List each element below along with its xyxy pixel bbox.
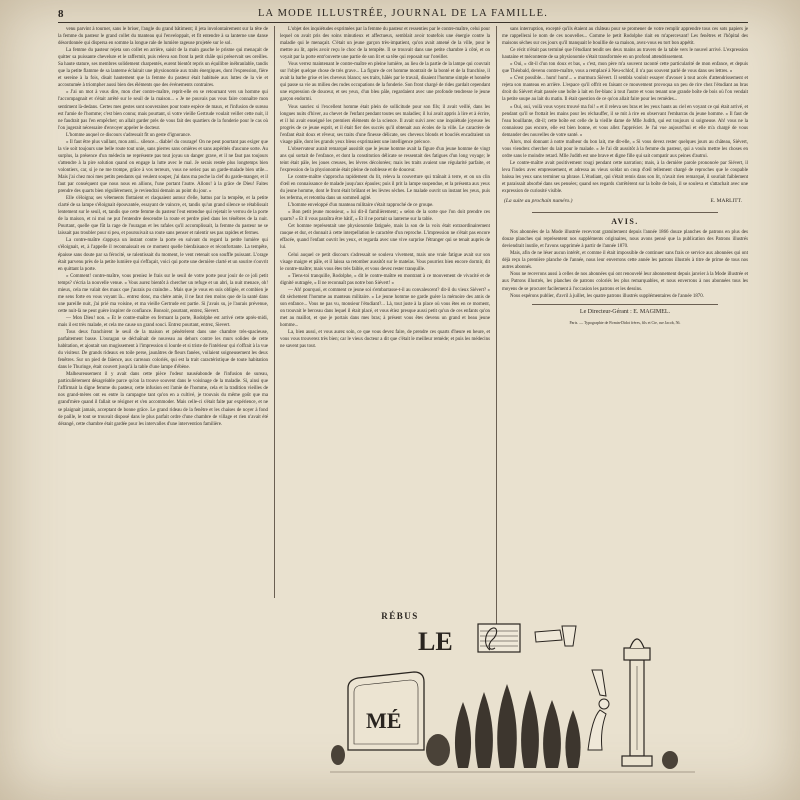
arm-holding-glass — [535, 626, 576, 646]
paragraph: Le contre-maître avait positivement rougi pendant cette narration; mais, à la dernière parole prononcée par Siévert, il leva l'index avec empressement, et adressa au vieux soldat un coup d'œil tellement chargé de reproches que le coupable baissa les yeux sans terminer sa phrase. L'étudiant, qui s'était remis dans son lit, n'avait rien remarqué, il souriait faiblement et paraissait absorbé dans ses pensées; quand ses regards s'arrêtèrent sur la boîte de bois, il se souleva et s'attachait avec une expression de curiosité visible. — [502, 160, 748, 195]
section-separator — [532, 212, 718, 213]
paragraph: — Mon Dieu! non. » Et le contre-maître en fermant la porte, Rodolphe est arrivé cette après-midi, mais il est très malade, et cela me cause un grand souci. Entrez pourtant, entrez, Sievert. — [58, 315, 268, 328]
paragraph: Tous deux franchirent le seuil de la maison et pénétrèrent dans une chambre très-spacieuse, parfaitement basse. L'ouragan se déchaînait de nouveau au dehors contre les murs solides de cette habitation, et ajoutait son mugissement à l'impression si lourde et si triste de l'intérieur qui s'offrait à la vue du visiteur. De grands rideaux en toile perse, jaunâtres de fleurs fanées, voilaient soigneusement les deux fenêtres. Sur un pied de faïence, aux carreaux coloriés, qui est la trait caractéristique de toute habitation dans le Thuringe, était couvert jusqu'à la table d'une lampe d'ébène. — [58, 330, 268, 371]
paragraph: L'objet des inquiétudes exprimées par la femme du pasteur et ressenties par le contre-maître, celui pour lequel on avait pris des soins minutieux et affectueux, semblait avoir toutefois une énergie contre la maladie qui le menaçait. C'était un jeune garçon très-impatient, qu'on avait amené de la ville, pour le mettre au lit, après avoir reçu le choc de la tempête. Il se trouvait dans une petite chambre à côté, et on voyait par la porte entr'ouverte une partie de son lit et sa tête qui reposait sur l'oreiller. — [280, 27, 490, 61]
paragraph: Nous ne recevrons aussi à celles de nos abonnées qui ont renouvelé leur abonnement depuis janvier à la Mode illustrée et aux Patrons illustrés, les planches de patrons coloriés les plus remarquables, et nous enverrons à nos abonnées tous les moyens de se procurer facilement à l'occasion les patrons et les dessins. — [502, 272, 748, 292]
section-separator-2 — [532, 304, 718, 305]
paragraph: Nous espérons publier, d'avril à juillet, les quatre patrons illustrés supplémentaires de l'année 1870. — [510, 293, 704, 299]
column-divider-2 — [496, 26, 497, 626]
paragraph: Le contre-maître s'approcha rapidement du lit, releva la couverture qui traînait à terre, et on un clin d'œil en connaissance de malade jusqu'aux épaules; puis il prit la lampe suspendue, et la présenta aux yeux du jeune homme, dont le front était brûlant et les lèvres sèches. Le malade ouvrit un instant les yeux, puis les referma, et retomba dans un sommeil agité. — [280, 174, 490, 202]
paragraph: « C'est possible... hum! hum!... » murmura Siévert. Il sembla vouloir essayer d'avouer à tout accès d'attendrissement et rejeta son manteau en arrière. L'espace qu'il offrit en faisant ce mouvement provoqua un peu de rire chez l'étudiant au bras droit du Siévert était passée une boîte à lait en fer-blanc à tout l'autre et vous tenant une grande boîte de bois où l'on vendait la petite soupe au lait du matin. Il était question de ce qu'on allait faire pour les remèdes... — [502, 76, 748, 103]
signature-line — [502, 198, 748, 208]
candlestick-pillar — [622, 639, 652, 766]
paragraph: Nos abonnées de la Mode illustrée recevront gratuitement depuis l'année 1866 douze planches de patrons en plus des douze planches qui représentent nos suppléments originaires, nous avons pensé que la publication des Patrons illustrés deviendrait inutile, et l'avons supprimée à partir de l'année 1870. — [502, 230, 748, 250]
text-column-1 — [58, 26, 268, 601]
paragraph: L'homme enveloppé d'un manteau militaire s'était rapproché de ce groupe. — [288, 203, 434, 209]
director-line: Le Directeur-Gérant : E. MAGIMEL. — [579, 308, 671, 315]
paragraph: « Tiens-toi tranquille, Rodolphe, » dit le contre-maître en montrant à ce mouvement de vivacité et de dignité outragée, « Il ne reconnaît pas notre bon Siévert! » — [280, 273, 490, 286]
story-continuation — [502, 26, 748, 195]
notice-title: AVIS. — [611, 217, 639, 227]
paragraph: Celui auquel ce petit discours s'adressait se souleva vivement, mais une vraie fatigue avait sur son visage maigre et pâle, et il laissa sa retomber aussitôt sur le matelas. Vous pourriez bien encore dormir, dit le contre-maître; mais vous êtes très faible, et vous devez rester tranquille. — [280, 252, 490, 272]
paragraph: « J'ai un mot à vous dire, mon cher contre-maître, reprit-elle en se retournant vers un homme qui l'accompagnait et s'était arrêté sur le seuil de la maison... » Je ne pouvais pas vous faire connaître mon sentiment là-dedans. Certes mes gestes sont souveraines pour toute espèce de maux, et l'infusion de sureau est l'amie de l'homme; c'est bien connu; mais pourtant, si votre vieille Gertrude voulait veiller cette nuit, il ne faudrait pas l'en empêcher; on allait garder près de vous fait des quartiers de la fonderie pour le cas où l'on jugerait nécessaire d'envoyer appeler le docteur. — [58, 90, 268, 131]
notice-body — [502, 229, 748, 299]
paragraph: L'observateur aurait remarqué aussitôt que le jeune homme avait la figure d'un jeune homme de vingt ans qui sortait de l'enfance, et dont la constitution délicate se ressentait des fatigues d'un long voyage; le teint était pâle, les joues creuses, les lèvres décolorées; mais les traits avaient une régularité parfaite, et l'expression de la physionomie était pleine de noblesse et de douceur. — [280, 146, 490, 173]
paragraph: Vous sauriez si l'excellent homme était plein de sollicitude pour son fils; il avait veillé, dans les longues nuits d'hiver, au chevet de l'enfant pendant toutes ses maladies; il lui avait appris à lire et à écrire, et il lui avait enseigné les premiers éléments de la science. Il avait suivi avec une inquiétude joyeuse les progrès de ce jeune esprit, et il était fier des succès qu'il obtenait aux écoles de la ville. Le caractère de l'enfant était doux et rêveur, ses traits d'une finesse délicate, ses cheveux blonds et bouclés encadraient un visage pâle, dont les grands yeux bleus exprimaient une intelligence précoce. — [280, 104, 490, 145]
paragraph: — Ah! pourquoi, et comment ce jeune soi s'embarrasse-t-il au convalescent? dit-il du vieux Siévert? » dit sèchement l'homme au manteau militaire. « Le jeune homme ne garde guère la mémoire des amis de son enfance... Vous ne pas vu, monsieur l'étudiant?... Là, tout juste à la place où vous êtes en ce moment, on trouvait le berceau dans lequel il était placé, et vous étiez presque aussi petit qu'un de ces enfants qu'on met au maillot, et que je portais dans mes bras; à présent vous êtes devenu un grand et beau jeune homme... — [280, 287, 490, 328]
shrub-right — [662, 751, 678, 769]
printer-line: Paris. — Typographie de Firmin-Didot frères, fils et Cie, rue Jacob, 56. — [569, 320, 681, 325]
paragraph: sans interruption, excepté qu'ils étaient au château pour se promener de votre remplir apprendre tous ces sots papiers je me rappellerai le nom de ces nouvelles... Comme le petit Rodolphe riait en m'apercevant! Les fenêtres et l'hôpital des maisons sèches sur ces jours qu'il manquait le bouillie de sa maison, avez-vous eu tort bon appétit. — [502, 27, 748, 47]
rebus-word-le: LE — [418, 627, 453, 656]
paragraph: Ce récit n'était pas terminé que l'étudiant tendit ses deux mains au travers de la table vers le nouvel arrivé. L'expression hautaine et mécontente de sa physionomie s'était transformée en un profond attendrissement. — [502, 48, 748, 61]
hand-with-pointing-figure — [588, 670, 609, 750]
tablet-text: MÉ — [366, 708, 402, 733]
page-header — [58, 8, 748, 22]
paragraph: Malheureusement il y avait dans cette pièce l'odeur nauséabonde de l'infusion de sureau, particulièrement désagréable parce qu'on la trouve souvent dans le voisinage de la maladie. Si, ainsi que l'affirmait la digne femme du pasteur, cette infusion est l'amie de l'homme, cela et la tradition vieilles de nos grand-mères ont eu entre la campagne tant qu'on en a cultivé, je trouvais du même goût que ma grand'mère quand il fallait se résigner et s'en accommoder. Mais celle-ci s'était faite par expérience, et ne se plaignait jamais, acceptant de bonne grâce. Le grand rideau de la fenêtre et les chaises de noyer à fond de paille, le tout se trouvait disposé dans le plus parfait ordre d'une chambre de village et rien n'avait été dérangé, cette chambre était gardée pour les intervalles d'une intervention familière. — [58, 372, 268, 427]
paragraph: « Oui, oui, voilà vous voyez trouvé ma foi! » et il releva ses bras et les yeux hauts au ciel en voyant ce qui était arrivé, et pendant qu'il se frottait les mains pour les réchauffer, il se mit à rire en observant l'embarras du jeune homme. « Il faut de l'eau bouillante, dit-il; cette boîte est celle de la vieille dame de Mlle Judith, qui est toujours si soigneuse. Ah! vous ne la connaissez pas encore, elle est bien bonne, et vous allez l'apprécier. Je l'ai vue aujourd'hui et elle m'a chargé de vous demander des nouvelles de votre santé. » — [502, 104, 748, 138]
rebus-illustration — [330, 600, 700, 795]
paragraph: « Oui, » dit-il d'un ton doux et bas, « c'est, mon père m'a souvent raconté cette particularité de mon enfance, et depuis que Théobald, devenu contre-maître, vous a remplacé à Neu-schlof, il n'a pas souvent parlé de vous dans ses lettres. » — [502, 62, 748, 75]
paragraph: Alors, moi donnant à notre malheur du bon lait, me dit-elle, « Si vous devez rester quelques jours au château, Siévert, vous viendrez chercher du lait pour le malade. » Je l'ai dit aussitôt à la femme du pasteur, qui a voulu mettre les choses en ordre sans le moindre retard. Mlle Judith est une brave et digne fille qui sait compatir aux peines d'autrui. — [502, 139, 748, 159]
journal-title: LA MODE ILLUSTRÉE, JOURNAL DE LA FAMILLE. — [257, 8, 549, 19]
paragraph: Elle s'éloigna; ses vêtements flottaient et claquaient autour d'elle, battus par la tempête, et la petite clarté de sa lampe s'éloignait épouvantée, essayant de vaincre, et, tandis qu'un grand silence se rétablissait lentement sur le seuil, et, tandis que cette femme du pasteur l'eut entendue qui rejetait le verrou de la porte de la maison, et ni moi ne put l'entendre descendre la route et perdre pied dans les ténèbres de la nuit. Pourtant, quelle que fût la rage de l'ouragan et les rafales qu'il accomplissait, la femme du pasteur ne se laissait pas troubler pour si peu, et poursuivait sa route sans penser et ralentir ses pas rapides et fermes. — [58, 196, 268, 237]
paragraph: Cet homme représentait une physionomie fatiguée, mais la son de la voix était extraordinairement rauque et dur, et donnait à cette interpellation le caractère d'un reproche. L'impression ne s'était pas encore effacée, quand l'enfant ouvrit les yeux, et regarda avec une vive surprise l'étranger qui se tenait auprès de lui. — [280, 224, 490, 251]
paragraph: La, bien aussi, et vous aurez soin, ce que vous devez faire, de prendre ces quarts d'heure en heure, et vous vous trouverez très bien; car le vieux docteur a dit que c'était le meilleur remède; et puis les médecins ne savent pas tout. — [280, 330, 490, 350]
paragraph: « Il faut être plus vaillant, mon ami... silence... diable! du courage! On ne peut pourtant pas exiger que la vie soit toujours une belle route tout unie, sans pierres sans ornières et sans aspérités d'aucune sorte. Au surplus, la présence d'un médecin ne représente pas tout joyau un danger grave, et il ne faut pas toujours s'attendre à la pire solution quand on engage la lutte avec le mal. Je serais restée plus longtemps bien volontiers, car, si je ne me trompe, grâce à vos terreurs, vous ne seriez pas un garde-malade bien utile... Mais j'ai chez moi mes petits pendants qui veulent souper, j'ai dans ma poche la clef du garde-manger, et il faut par conséquent que nous nous en allions, l'une portant l'autre. Allons! à la grâce de Dieu! Faites prendre des quarts bien régulièrement, je reviendrai demain au point du jour. » — [58, 139, 268, 195]
rebus-title: RÉBUS — [381, 611, 419, 621]
paragraph: Vous verrez maintenant le contre-maître en pleine lumière, au lieu de la partie de la lampe qui couvrait sur l'objet quelque chose de très grave... La figure de cet homme montrait de la bonté et de la franchise, il avait la barbe grise et les cheveux blancs; ses traits, hâlés par le travail, disaient l'homme simple et honnête qui passe sa vie au milieu des rudes occupations de la fonderie. Son front chargé de rides gardait cependant une expression de douceur, et ses yeux, d'un bleu pâle, regardaient avec une profonde tendresse le jeune garçon endormi. — [280, 62, 490, 103]
stone-tablet — [348, 672, 424, 750]
paragraph: L'homme auquel ce discours s'adressait fit un geste d'ignorance. — [66, 132, 192, 138]
text-column-3 — [502, 26, 748, 626]
paragraph: « Bon petit jeune monsieur, » lui dit-il familièrement; « selon de la sorte que l'on doit prendre ces quarts? » Et il vous paraîtra être hâtif, « Et il ne portait sa lanterne sur la table. — [280, 210, 490, 223]
paragraph: La contre-maître s'appuya un instant contre la porte en suivant du regard la petite lumière qui s'éloignait, et, à l'appelle il reconnaissait en ce moment quelle bienfaisance et réconfortante. La tempête, épaisse sans doute par sa férocité, se ralentissait du moment, le vent retenait son souffle puissant. L'orage était parvenu près de la petite lumière qui s'effaçait, voici qui porte une dernière clarté et un sourire s'ouvrit en quittant la porte. — [58, 238, 268, 272]
row-of-cypress-trees — [455, 684, 581, 768]
paragraph: Mais, afin de ne léser aucun intérêt, et comme il était impossible de continuer sans frais ce service aux abonnées qui ont déjà reçu la première planche de l'année, nous leur enverrons cette année les patrons illustrés à titre de prime de tous nos autres abonnés. — [502, 251, 748, 271]
to-be-continued-note: (La suite au prochain numéro.) — [504, 198, 573, 205]
text-column-2 — [280, 26, 490, 601]
paragraph: venu parvint à tourner, sans le briser, l'angle du grand bâtiment; il jeta involontairement sur la tête de la femme du pasteur le grand collet du manteau qui l'enveloppait, et fit entendre à sa lanterne une danse désordonnée qui dispersa en somme la longue rale de lumière rageuse projetée sur le sol. — [58, 27, 268, 47]
column-divider-1 — [274, 26, 275, 598]
musical-staff-with-clef — [478, 624, 520, 652]
author-name: E. MARLITT. — [710, 198, 742, 205]
paragraph: « Comment! contre-maître, vous preniez le frais sur le seuil de votre porte pour jouir de ce joli petit temps? s'écria la nouvelle venue. » Vous aurez bientôt à chercher un refuge et un abri, la nuit menace, oh! mieux, cela me valait des maux que j'aurais pu craindre... Mais que je vous en suis obligée, et combien je me sens forte en vous voyant là... entrez donc, ma chère amie, il ne faut rien moins que de la santé dans une pareille nuit, j'ai prié ma voisine, et ma vieille Gertrude est partie. Si j'avais su, je l'aurais prévenue, cette nuit-là ne peut guère inspirer de confiance. Bonsoir, pourtant, entrez, Sievert. — [58, 273, 268, 314]
paragraph: La femme du pasteur rejeta son collet en arrière, saisit de la main gauche le prisme qui menaçait de quitter sa puissante chevelure et le raffermit, puis releva son front la petit châle qui préservait ses oreilles. Sa haute stature, ses membres solidement charpentés, eurent bientôt repris un équilibre inébranlable, tandis que la petite flamme de sa lanterne éclairait une physionomie aux traits énergiques, dont l'expression, fière et sereine à la fois, disait hautement que la femme du pasteur était habituée aux luttes de la vie et accoutumée à triompher aussi bien des éléments que des événements contraires. — [58, 48, 268, 89]
header-rule — [58, 22, 748, 23]
page-number: 8 — [58, 8, 64, 20]
